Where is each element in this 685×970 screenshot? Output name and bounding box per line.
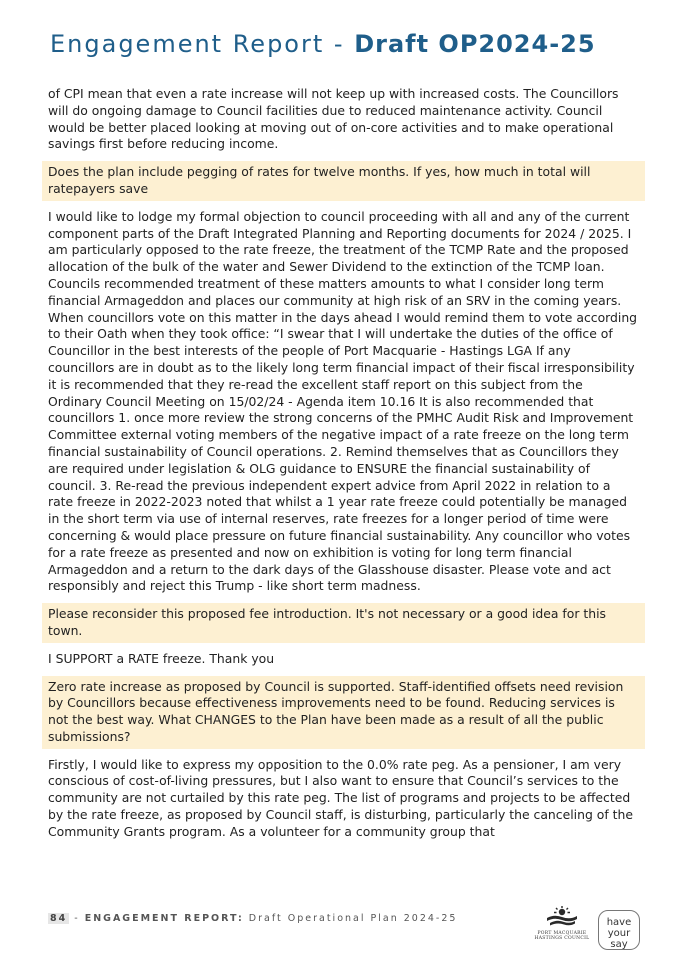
page-footer: [48, 913, 457, 924]
footer-label: ENGAGEMENT REPORT:: [84, 913, 244, 924]
council-logo: [532, 905, 592, 941]
submission-entry-6: Zero rate increase as proposed by Council is supported. Staff-identified offsets need revision by Councillors because effectiveness improvements need to be found. Reducing services is not the best way. What CHANGES to the Plan have been made as a result of all the public submissions?: [42, 676, 645, 749]
logo-line-1: PORT MACQUARIE: [537, 931, 587, 936]
footer-separator: -: [69, 913, 85, 924]
page-title: [50, 30, 596, 58]
footer-subtitle: Draft Operational Plan 2024-25: [243, 913, 458, 924]
submission-entry-1: of CPI mean that even a rate increase will not keep up with increased costs. The Councillors will do ongoing damage to Council facilities due to reduced maintenance activity. Council would be better placed looking at moving out of on-core activities and to make operational savings first before reducing income.: [48, 86, 619, 152]
logo-line-2: HASTINGS COUNCIL: [534, 936, 590, 941]
submission-entry-4: Please reconsider this proposed fee introduction. It's not necessary or a good idea for this town.: [42, 603, 645, 643]
have-your-say-badge: [598, 910, 640, 950]
submission-entry-7: Firstly, I would like to express my opposition to the 0.0% rate peg. As a pensioner, I am very conscious of cost-of-living pressures, but I also want to ensure that Council’s services to the community are not curtailed by this rate peg. The list of programs and projects to be affected by the rate freeze, as proposed by Council staff, is disturbing, particularly the canceling of the Community Grants program. As a volunteer for a community group that: [48, 756, 633, 839]
submission-entry-3: I would like to lodge my formal objection to council proceeding with all and any of the current component parts of the Draft Integrated Planning and Reporting documents for 2024 / 2025. I am particularly opposed to the rate freeze, the treatment of the TCMP Rate and the proposed allocation of the bulk of the water and Sewer Dividend to the extinction of the TCMP loan. Councils recommended treatment of these matters amounts to what I consider long term financial Armageddon and places our community at high risk of an SRV in the coming years. When councillors vote on this matter in the days ahead I would remind them to vote according to their Oath when they took office: “I swear that I will undertake the duties of the office of Councillor in the best interests of the people of Port Macquarie - Hastings LGA If any councillors are in doubt as to the likely long term financial impact of their fiscal irresponsibility it is recommended that they re-read the excellent staff report on this subject from the Ordinary Council Meeting on 15/02/24 - Agenda item 10.16 It is also recommended that councillors 1. once more review the strong concerns of the PMHC Audit Risk and Improvement Committee external voting members of the negative impact of a rate freeze on the long term financial sustainability of Council operations. 2. Remind themselves that as Councillors they are required under legislation & OLG guidance to ENSURE the financial sustainability of council. 3. Re-read the previous independent expert advice from April 2022 in relation to a rate freeze in 2022-2023 noted that whilst a 1 year rate freeze could potentially be managed in the short term via use of internal reserves, rate freezes for a longer period of time were concerning & would place pressure on future financial sustainability. Any councillor who votes for a rate freeze as presented and now on exhibition is voting for long term financial Armageddon and a return to the dark days of the Glasshouse disaster. Please vote and act responsibly and reject this Trump - like short term madness.: [48, 208, 638, 594]
submission-list: [42, 86, 645, 849]
council-emblem-icon: [544, 905, 580, 927]
page-number: 84: [50, 913, 68, 924]
submission-entry-2: Does the plan include pegging of rates for twelve months. If yes, how much in total will ratepayers save: [42, 161, 645, 201]
badge-line-2: your say: [607, 928, 631, 950]
title-bold: Draft OP2024-25: [354, 30, 596, 58]
badge-line-1: have: [606, 917, 632, 928]
submission-entry-5: I SUPPORT a RATE freeze. Thank you: [48, 650, 275, 666]
title-prefix: Engagement Report -: [50, 30, 355, 58]
